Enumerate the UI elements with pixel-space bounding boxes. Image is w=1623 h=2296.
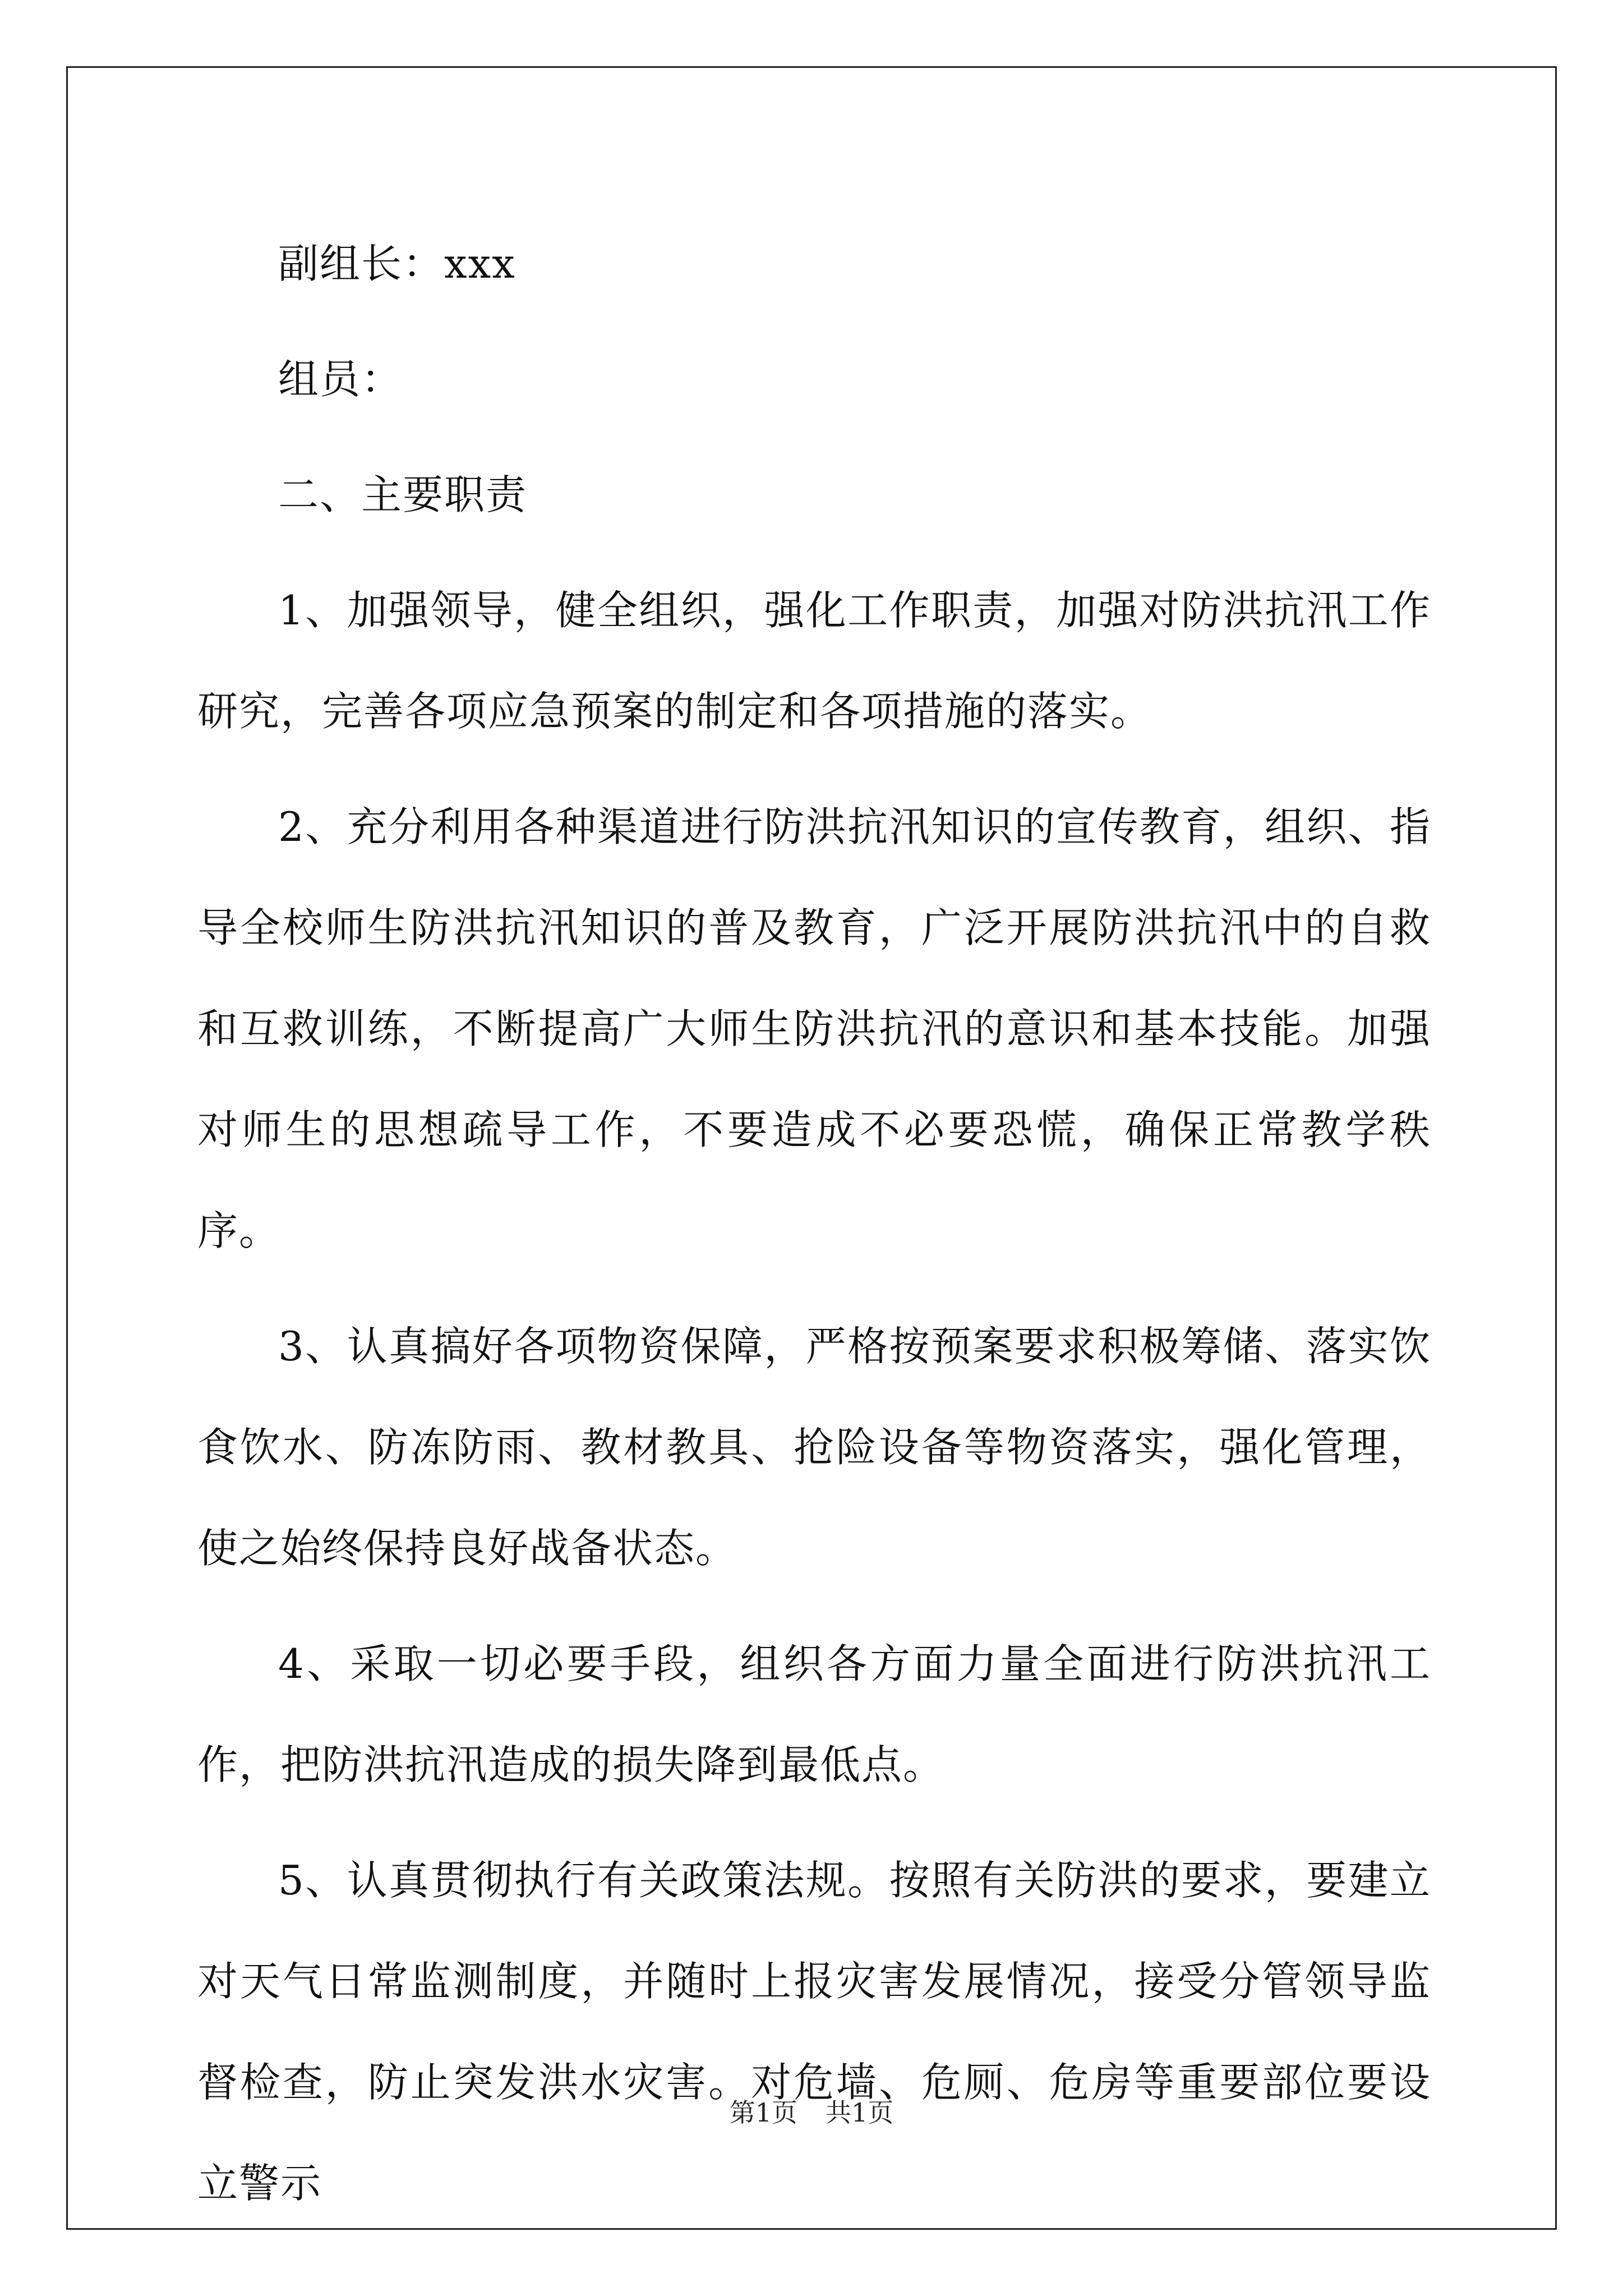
page-total: 共1页 (826, 2097, 894, 2128)
paragraph-duty-5: 5、认真贯彻执行有关政策法规。按照有关防洪的要求，要建立对天气日常监测制度，并随时上报灾害发展情况，接受分管领导监督检查，防止突发洪水灾害。对危墙、危厕、危房等重要部位要设立警示 (197, 1857, 1431, 2207)
section-heading-duties: 二、主要职责 (278, 471, 528, 518)
page-number: 第1页 (729, 2097, 797, 2128)
paragraph-vice-leader: 副组长：xxx (278, 240, 516, 287)
page-footer (0, 2092, 1623, 2129)
paragraph-members: 组员： (278, 356, 403, 403)
paragraph-duty-2: 2、充分利用各种渠道进行防洪抗汛知识的宣传教育，组织、指导全校师生防洪抗汛知识的普及教育，广泛开展防洪抗汛中的自救和互救训练，不断提高广大师生防洪抗汛的意识和基本技能。加强对师生的思想疏导工作，不要造成不必要恐慌，确保正常教学秩序。 (197, 803, 1431, 1254)
paragraph-duty-4: 4、采取一切必要手段，组织各方面力量全面进行防洪抗汛工作，把防洪抗汛造成的损失降到最低点。 (197, 1640, 1431, 1788)
paragraph-duty-3: 3、认真搞好各项物资保障，严格按预案要求积极筹储、落实饮食饮水、防冻防雨、教材教具、抢险设备等物资落实，强化管理，使之始终保持良好战备状态。 (197, 1323, 1431, 1572)
paragraph-duty-1: 1、加强领导，健全组织，强化工作职责，加强对防洪抗汛工作研究，完善各项应急预案的制定和各项措施的落实。 (197, 587, 1431, 735)
document-body (197, 213, 1431, 2248)
